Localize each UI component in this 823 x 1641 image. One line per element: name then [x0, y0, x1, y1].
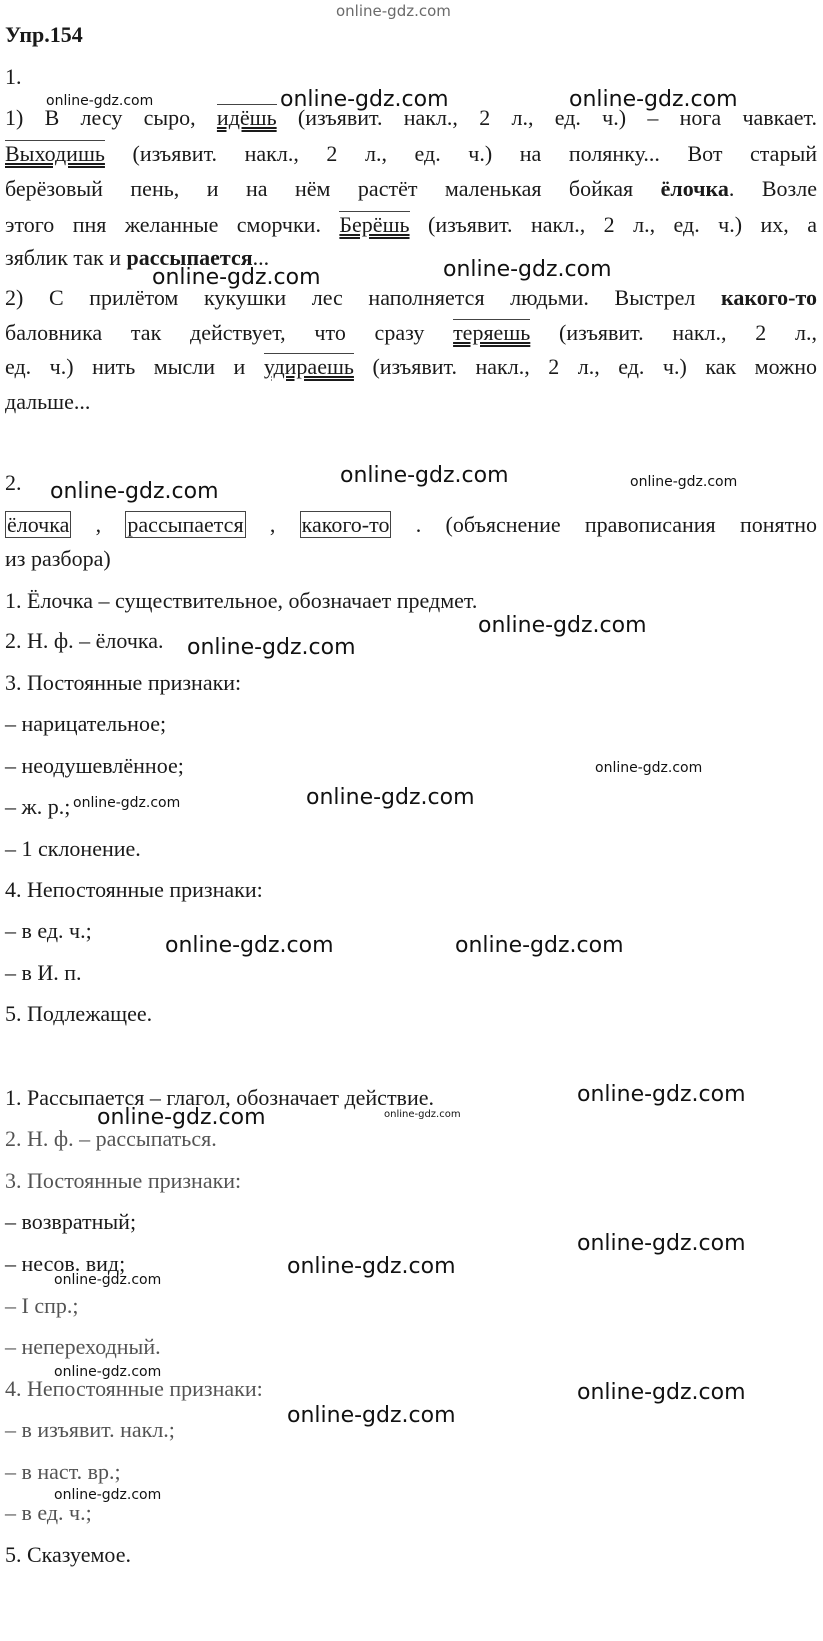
watermark: online-gdz.com — [97, 1105, 266, 1130]
watermark: online-gdz.com — [280, 87, 449, 112]
noun-line: – 1 склонение. — [5, 836, 141, 861]
bold-kakogo-to: какого-то — [720, 285, 817, 310]
watermark: online-gdz.com — [165, 933, 334, 958]
watermark: online-gdz.com — [46, 93, 154, 109]
noun-line: – ж. р.; — [5, 794, 71, 819]
verb-vyhodish: Выходишь — [5, 141, 105, 166]
morph-word-elochka: ёлочка — [7, 512, 70, 537]
watermark: online-gdz.com — [569, 87, 738, 112]
watermark: online-gdz.com — [54, 1272, 162, 1288]
noun-line: 4. Непостоянные признаки: — [5, 877, 263, 902]
watermark: online-gdz.com — [630, 474, 738, 490]
watermark: online-gdz.com — [577, 1380, 746, 1405]
watermark: online-gdz.com — [54, 1487, 162, 1503]
p2-line-1: 2) С прилётом кукушки лес наполняется людьми. Выстрел какого-то — [5, 285, 817, 310]
verb-line: 2. Н. ф. – рассыпаться. — [5, 1126, 217, 1151]
verb-line: – возвратный; — [5, 1209, 137, 1234]
noun-line: 5. Подлежащее. — [5, 1001, 153, 1026]
watermark: online-gdz.com — [340, 463, 509, 488]
noun-line: – нарицательное; — [5, 711, 167, 736]
watermark: online-gdz.com — [384, 1109, 461, 1120]
noun-line: 3. Постоянные признаки: — [5, 670, 242, 695]
watermark: online-gdz.com — [54, 1364, 162, 1380]
verb-idesh: идёшь — [216, 105, 277, 130]
noun-line: 2. Н. ф. – ёлочка. — [5, 628, 164, 653]
verb-line: – несов. вид; — [5, 1251, 126, 1276]
morph-word-rassypaetsya: рассыпается — [127, 512, 244, 537]
verb-line: – в изъявит. накл.; — [5, 1417, 175, 1442]
watermark: online-gdz.com — [577, 1082, 746, 1107]
exercise-title: Упр.154 — [5, 22, 83, 47]
bold-elochka: ёлочка — [660, 176, 729, 201]
watermark: online-gdz.com — [577, 1231, 746, 1256]
morph-words-line: ёлочка , рассыпается , какого-то . (объяснение правописания понятно — [7, 512, 818, 537]
noun-line: – неодушевлённое; — [5, 753, 184, 778]
noun-line: – в И. п. — [5, 960, 82, 985]
verb-line: 3. Постоянные признаки: — [5, 1168, 242, 1193]
section-1-number: 1. — [5, 64, 22, 89]
watermark: online-gdz.com — [443, 257, 612, 282]
noun-line: – в ед. ч.; — [5, 918, 92, 943]
morph-words-line-2: из разбора) — [5, 546, 111, 571]
verb-teryaesh: теряешь — [453, 320, 531, 345]
p1-line-2: Выходишь (изъявит. накл., 2 л., ед. ч.) на полянку... Вот старый — [5, 141, 817, 166]
site-header-watermark: online-gdz.com — [336, 2, 451, 20]
p2-line-4: дальше... — [5, 389, 91, 414]
morph-word-kakogo-to: какого-то — [301, 512, 390, 537]
watermark: online-gdz.com — [50, 479, 219, 504]
watermark: online-gdz.com — [306, 785, 475, 810]
verb-line: – I спр.; — [5, 1293, 79, 1318]
verb-line: – в наст. вр.; — [5, 1459, 121, 1484]
verb-beresh: Берёшь — [339, 212, 410, 237]
watermark: online-gdz.com — [187, 635, 356, 660]
watermark: online-gdz.com — [152, 265, 321, 290]
p1-line-1: 1) В лесу сыро, идёшь (изъявит. накл., 2 л., ед. ч.) – нога чавкает. — [5, 105, 818, 130]
verb-line: 5. Сказуемое. — [5, 1542, 131, 1567]
watermark: online-gdz.com — [455, 933, 624, 958]
watermark: online-gdz.com — [287, 1403, 456, 1428]
verb-udiraesh: удираешь — [263, 354, 354, 379]
verb-line: 4. Непостоянные признаки: — [5, 1376, 263, 1401]
p2-line-2: баловника так действует, что сразу теряешь (изъявит. накл., 2 л., — [5, 320, 817, 345]
section-2-number: 2. — [5, 470, 22, 495]
bold-rassypaetsya: рассыпается — [126, 245, 253, 270]
noun-line: 1. Ёлочка – существительное, обозначает предмет. — [5, 588, 478, 613]
p2-line-3: ед. ч.) нить мысли и удираешь (изъявит. накл., 2 л., ед. ч.) как можно — [5, 354, 818, 379]
p1-line-5: зяблик так и рассыпается... — [5, 245, 270, 270]
watermark: online-gdz.com — [595, 760, 703, 776]
verb-line: 1. Рассыпается – глагол, обозначает действие. — [5, 1085, 434, 1110]
verb-line: – непереходный. — [5, 1334, 161, 1359]
watermark: online-gdz.com — [287, 1254, 456, 1279]
p1-line-3: берёзовый пень, и на нём растёт маленькая бойкая ёлочка. Возле — [5, 176, 817, 201]
watermark: online-gdz.com — [478, 613, 647, 638]
watermark: online-gdz.com — [73, 795, 181, 811]
p1-line-4: этого пня желанные сморчки. Берёшь (изъявит. накл., 2 л., ед. ч.) их, а — [5, 212, 817, 237]
verb-line: – в ед. ч.; — [5, 1500, 92, 1525]
